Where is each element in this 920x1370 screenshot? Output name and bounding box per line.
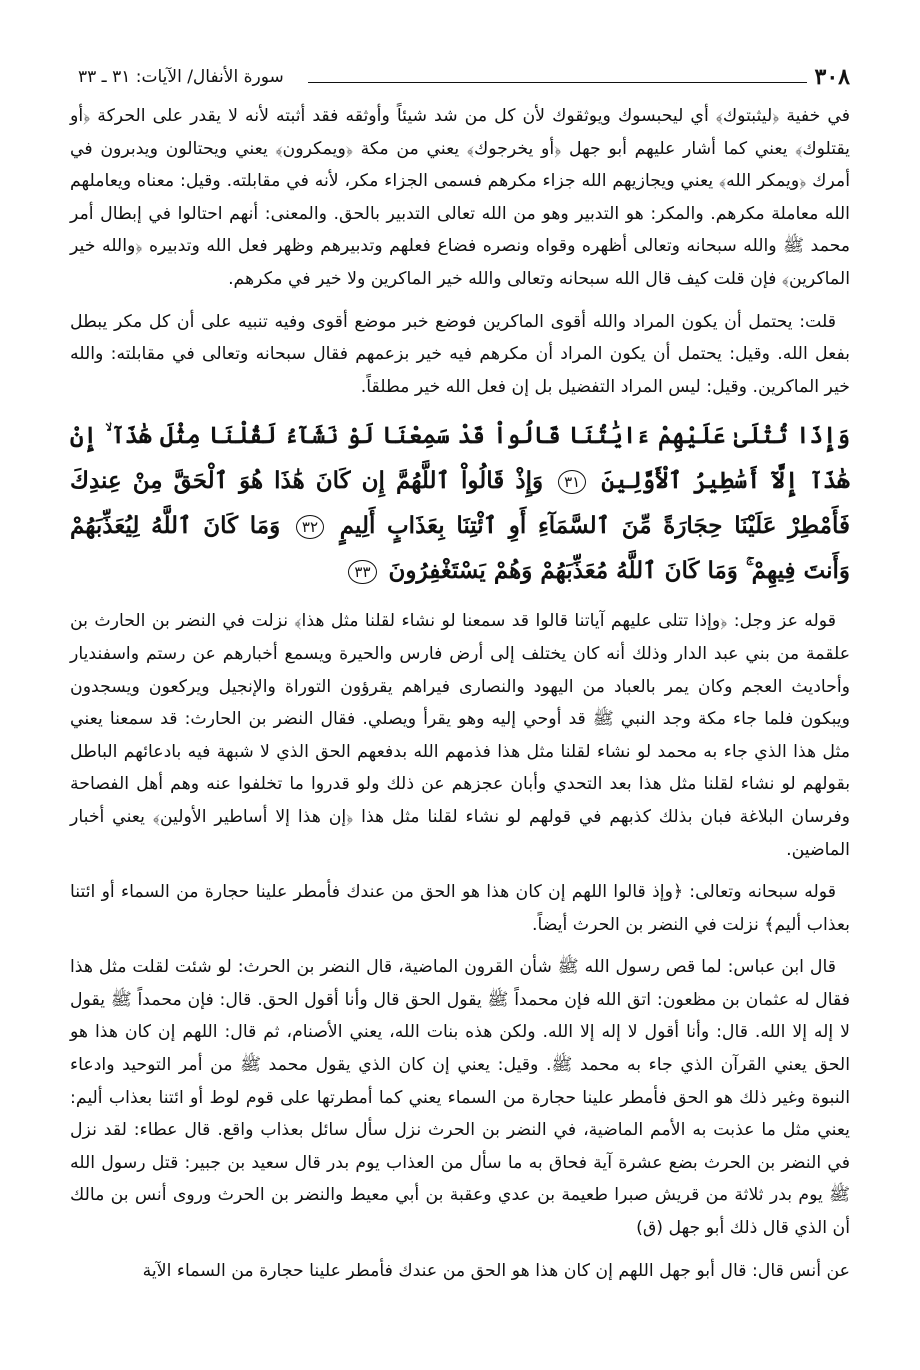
commentary-paragraph: في خفية ﴿ليثبتوك﴾ أي ليحبسوك ويوثقوك لأن كل من شد شيئاً وأوثقه فقد أثبته لأنه لا يقدر على الحركة ﴿أو يقتلوك﴾ يعني كما أشار عليهم أبو جهل ﴿أو يخرجوك﴾ يعني من مكة ﴿ويمكرون﴾ يعني ويحتالون ويدبرون في أمرك ﴿ويمكر الله﴾ يعني ويجازيهم الله جزاء مكرهم فسمى الجزاء مكر، لأنه في مقابلته. وقيل: معناه ويعاملهم الله معاملة مكرهم. والمكر: هو التدبير وهو من الله تعالى التدبير بالحق. والمعنى: أنهم احتالوا في إبطال أمر محمد ﷺ والله سبحانه وتعالى أظهره وقواه ونصره فضاع فعلهم وتدبيرهم وظهر فعل الله وتدبيره ﴿والله خير الماكرين﴾ فإن قلت كيف قال الله سبحانه وتعالى والله خير الماكرين ولا خير في مكرهم. (70, 106, 850, 289)
commentary-paragraph: قوله عز وجل: ﴿وإذا تتلى عليهم آياتنا قالوا قد سمعنا لو نشاء لقلنا مثل هذا﴾ نزلت في النضر بن الحارث بن علقمة من بني عبد الدار وذلك أنه كان يختلف إلى أرض فارس والحيرة ويسمع أخبارهم عن رستم واسفنديار وأحاديث العجم وكان يمر بالعباد من اليهود والنصارى فيراهم يقرؤون التوراة والإنجيل ويركعون ويسجدون ويبكون فلما جاء مكة وجد النبي ﷺ قد أوحي إليه وهو يقرأ ويصلي. فقال النضر بن الحارث: قد سمعنا يعني مثل هذا الذي جاء به محمد لو نشاء لقلنا مثل هذا فذمهم الله بدفعهم الحق الذي لا شبهة فيه بادعائهم الباطل بقولهم لو نشاء لقلنا مثل هذا بعد التحدي وأبان عجزهم عن ذلك ولو قدروا ما تخلفوا عنه وهم أهل الفصاحة وفرسان البلاغة فبان بذلك كذبهم في قولهم لو نشاء لقلنا مثل هذا ﴿إن هذا إلا أساطير الأولين﴾ يعني أخبار الماضين. (70, 611, 850, 860)
page-header (78, 52, 850, 92)
verse-text: وَإِذْ قَالُواْ ٱللَّهُمَّ إِن كَانَ هَٰذَا هُوَ ٱلْحَقَّ مِنْ عِندِكَ فَأَمْطِرْ عَلَيْنَا حِجَارَةً مِّنَ ٱلسَّمَآءِ أَوِ ٱئْتِنَا بِعَذَابٍ أَلِيمٍ (70, 467, 850, 540)
commentary-paragraph: قلت: يحتمل أن يكون المراد والله أقوى الماكرين فوضع خبر موضع أقوى وفيه تنبيه على أن كل مكر يبطل بفعل الله. وقيل: يحتمل أن يكون المراد أن مكرهم فيه خير بزعمهم فقال سبحانه وتعالى في مقابلته: والله خير الماكرين. وقيل: ليس المراد التفضيل بل إن فعل الله خير مطلقاً. (70, 311, 850, 397)
verse-number: ٣١ (558, 470, 586, 494)
commentary-paragraph: قال ابن عباس: لما قص رسول الله ﷺ شأن القرون الماضية، قال النضر بن الحرث: لو شئت لقلت مثل هذا فقال له عثمان بن مظعون: اتق الله فإن محمداً ﷺ يقول الحق قال وأنا أقول الحق. قال: فإن محمداً ﷺ يقول لا إله إلا الله. قال: وأنا أقول لا إله إلا الله. ولكن هذه بنات الله، يعني الأصنام، ثم قال: اللهم إن كان هذا هو الحق يعني القرآن الذي جاء به محمد ﷺ. وقيل: يعني إن كان الذي يقول محمد ﷺ من أمر التوحيد وادعاء النبوة وغير ذلك هو الحق فأمطر علينا حجارة من السماء يعني كما أمطرتها على قوم لوط أو ائتنا بعذاب أليم: يعني مثل ما عذبت به الأمم الماضية، في النضر بن الحرث نزل سأل سائل بعذاب واقع. قال عطاء: لقد نزل في النضر بن الحرث بضع عشرة آية فحاق به ما سأل من العذاب يوم بدر قال سعيد بن جبير: قتل رسول الله ﷺ يوم بدر ثلاثة من قريش صبرا طعيمة بن عدي وعقبة بن أبي معيط والنضر بن الحرث وروى أنس بن مالك أن الذي قال ذلك أبو جهل (ق) (70, 957, 850, 1239)
quran-verses (70, 413, 850, 593)
page-number: ٣٠٨ (814, 64, 850, 90)
verse-text: وَإِذَا تُتْلَىٰ عَلَيْهِمْ ءَايَٰتُنَا قَالُواْ قَدْ سَمِعْنَا لَوْ نَشَآءُ لَقُلْنَا مِثْلَ هَٰذَآ ۙ إِنْ هَٰذَآ إِلَّآ أَسَٰطِيرُ ٱلْأَوَّلِينَ (70, 422, 850, 495)
verse-number: ٣٢ (296, 515, 324, 539)
verse-text: وَمَا كَانَ ٱللَّهُ لِيُعَذِّبَهُمْ وَأَنتَ فِيهِمْ ۚ وَمَا كَانَ ٱللَّهُ مُعَذِّبَهُمْ وَهُمْ يَسْتَغْفِرُونَ (70, 512, 850, 585)
commentary-paragraph: قوله سبحانه وتعالى: ﴿وإذ قالوا اللهم إن كان هذا هو الحق من عندك فأمطر علينا حجارة من السماء أو ائتنا بعذاب أليم﴾ نزلت في النضر بن الحرث أيضاً. (70, 882, 850, 935)
verse-number: ٣٣ (348, 560, 376, 584)
page-body (70, 100, 850, 1350)
header-rule (308, 82, 807, 83)
commentary-paragraph: عن أنس قال: قال أبو جهل اللهم إن كان هذا هو الحق من عندك فأمطر علينا حجارة من السماء الآية (142, 1260, 850, 1281)
surah-title: سورة الأنفال/ الآيات: ٣١ ـ ٣٣ (78, 67, 284, 87)
